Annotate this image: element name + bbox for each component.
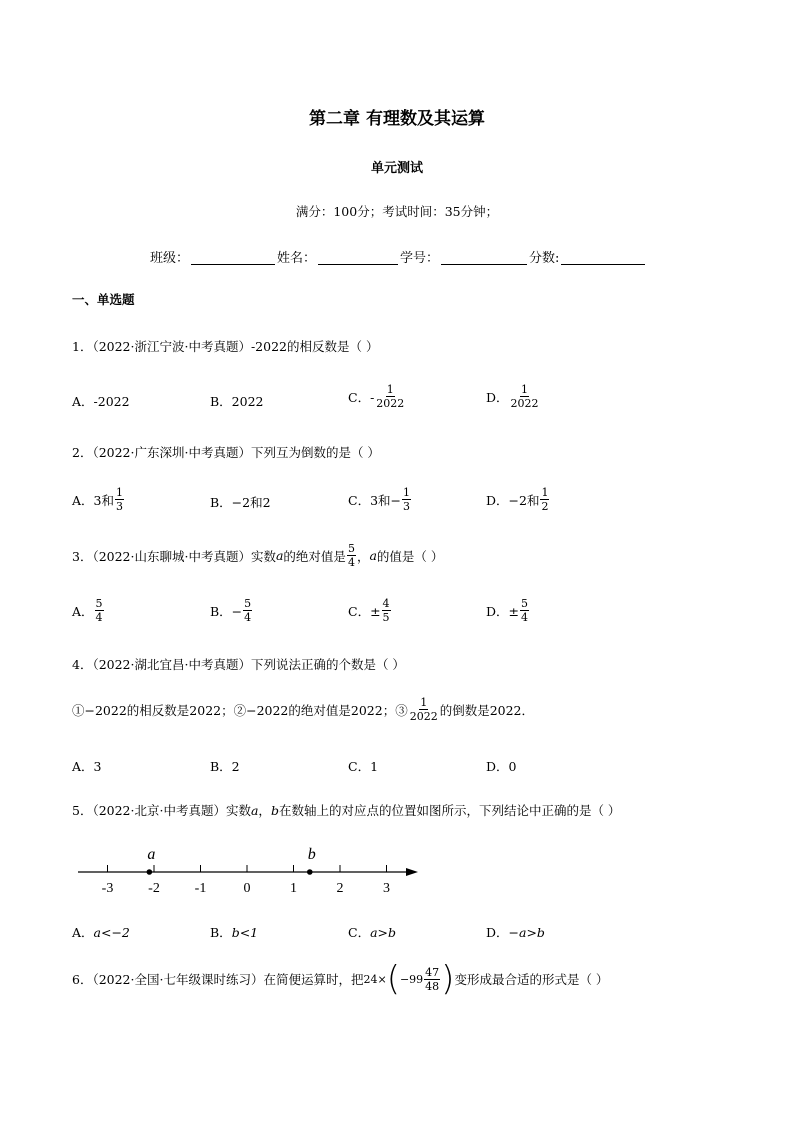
q3-d-prefix: D．± <box>486 603 519 619</box>
q3-b-prefix: B．− <box>210 603 243 619</box>
q5-d-expr: −a>b <box>508 924 545 940</box>
tick-label: -1 <box>194 881 207 896</box>
question-3-stem <box>72 542 443 569</box>
fraction-numerator: 1 <box>403 486 410 499</box>
point-a-label: a <box>147 846 156 863</box>
q5-c-expr: a>b <box>370 924 397 940</box>
fraction-denominator: 2022 <box>409 710 438 723</box>
number-line-diagram <box>70 838 430 900</box>
q2-c-prefix: C．3和− <box>348 492 401 508</box>
q3-var-a: a <box>275 548 284 563</box>
fraction-numerator: 4 <box>382 597 390 610</box>
q5-option-d[interactable] <box>486 923 545 941</box>
q3-stem-pre: 3．（2022·山东聊城·中考真题）实数 <box>72 548 276 564</box>
q2-a-fraction <box>115 486 124 513</box>
q4-option-b[interactable]: B．2 <box>210 759 240 774</box>
q4-line-fraction <box>409 696 439 723</box>
score-blank[interactable] <box>561 250 645 265</box>
fraction-numerator: 1 <box>420 696 428 709</box>
q6-expr-pre: 24× <box>363 972 387 986</box>
q3-stem-mid: 的绝对值是 <box>283 548 346 564</box>
q2-option-d[interactable] <box>486 486 550 513</box>
q4-option-a[interactable]: A．3 <box>72 759 102 774</box>
q3-option-c[interactable] <box>348 597 392 624</box>
q2-option-a[interactable] <box>72 486 125 513</box>
q5-a-prefix: A． <box>72 925 94 940</box>
fraction-denominator: 4 <box>95 611 103 624</box>
q1-d-fraction <box>510 383 540 410</box>
q4-line-post: 的倒数是2022． <box>439 702 535 718</box>
tick-label: 3 <box>383 881 390 896</box>
q2-a-prefix: A．3和 <box>72 492 114 508</box>
q1-c-fraction <box>375 383 405 410</box>
tick-label: -2 <box>148 881 160 896</box>
q3-a-fraction <box>95 597 104 624</box>
q5-option-c[interactable] <box>348 923 396 941</box>
q1-option-a[interactable]: A．-2022 <box>72 394 130 409</box>
fraction-denominator: 2 <box>541 500 549 513</box>
q3-a-prefix: A． <box>72 603 94 619</box>
q2-d-prefix: D．−2和 <box>486 492 540 508</box>
q4-option-c[interactable]: C．1 <box>348 759 379 774</box>
fraction-denominator: 5 <box>382 611 390 624</box>
q3-option-b[interactable] <box>210 597 253 624</box>
q1-option-c[interactable] <box>348 383 406 410</box>
tick-label: 2 <box>336 881 344 896</box>
point-a-dot <box>147 869 153 875</box>
q2-c-fraction <box>402 486 411 513</box>
fraction-numerator: 5 <box>244 597 252 610</box>
right-paren-icon: ) <box>441 959 455 999</box>
q3-var-a2: a <box>369 548 377 563</box>
score-label: 分数: <box>529 251 560 266</box>
q2-option-c[interactable] <box>348 486 412 513</box>
question-4-stem: 4．（2022·湖北宜昌·中考真题）下列说法正确的个数是（ ） <box>72 657 405 672</box>
q3-stem-post: 的值是（ ） <box>376 548 444 564</box>
question-1-stem: 1．（2022·浙江宁波·中考真题）-2022的相反数是（ ） <box>72 339 379 354</box>
question-5-stem <box>72 801 620 819</box>
q2-d-fraction <box>540 486 549 513</box>
q5-stem-post: 在数轴上的对应点的位置如图所示，下列结论中正确的是（ ） <box>278 803 621 818</box>
q5-var-a: a <box>250 803 259 818</box>
q5-sep: ， <box>258 803 271 818</box>
q5-d-prefix: D． <box>486 925 509 940</box>
q3-d-fraction <box>520 597 529 624</box>
fraction-denominator: 4 <box>347 556 355 569</box>
q5-var-b: b <box>270 803 279 818</box>
q3-stem-comma: ， <box>356 548 370 564</box>
exam-info: 满分：100分；考试时间：35分钟； <box>295 204 499 219</box>
q6-stem-pre: 6．（2022·全国·七年级课时练习）在简便运算时，把 <box>72 972 364 987</box>
q3-option-d[interactable] <box>486 597 530 624</box>
q1-option-d[interactable] <box>486 383 541 410</box>
q3-b-fraction <box>243 597 252 624</box>
q5-b-expr: b<1 <box>231 924 259 940</box>
name-label: 姓名： <box>277 251 317 266</box>
fraction-denominator: 2022 <box>510 397 539 410</box>
q4-line-pre: ①−2022的相反数是2022；②−2022的绝对值是2022；③ <box>72 702 408 718</box>
q2-option-b[interactable]: B．−2和2 <box>210 495 271 510</box>
left-paren-icon: ( <box>386 959 400 999</box>
q3-option-a[interactable] <box>72 597 105 624</box>
fraction-denominator: 48 <box>425 979 440 993</box>
name-blank[interactable] <box>318 250 398 265</box>
id-label: 学号： <box>400 251 440 266</box>
tick-label: 0 <box>243 881 251 896</box>
q5-stem-pre: 5．（2022·北京·中考真题）实数 <box>72 803 251 818</box>
q5-option-b[interactable] <box>210 923 258 941</box>
fraction-denominator: 4 <box>244 611 252 624</box>
q6-stem-post: 变形成最合适的形式是（ ） <box>454 972 609 987</box>
fraction-numerator: 5 <box>347 542 355 555</box>
point-b-dot <box>307 869 313 875</box>
q4-statement-line <box>72 696 534 723</box>
point-b-label: b <box>307 846 316 863</box>
fraction-numerator: 1 <box>386 383 394 396</box>
q1-d-prefix: D． <box>486 389 509 405</box>
id-blank[interactable] <box>441 250 527 265</box>
fraction-denominator: 4 <box>521 611 528 624</box>
tick-label: -3 <box>101 881 114 896</box>
fraction-numerator: 47 <box>425 965 440 979</box>
fraction-numerator: 5 <box>521 597 528 610</box>
fraction-denominator: 3 <box>115 500 123 513</box>
question-2-stem: 2．（2022·广东深圳·中考真题）下列互为倒数的是（ ） <box>72 445 380 460</box>
section-heading: 一、单选题 <box>72 292 135 307</box>
fraction-numerator: 1 <box>115 486 123 499</box>
student-fields <box>150 247 647 266</box>
fraction-denominator: 2022 <box>376 397 405 410</box>
q5-c-prefix: C． <box>348 925 371 940</box>
q5-a-expr: a<−2 <box>93 924 130 940</box>
class-blank[interactable] <box>191 250 275 265</box>
q3-c-prefix: C．± <box>348 603 381 619</box>
fraction-numerator: 1 <box>521 383 529 396</box>
question-6-stem <box>72 959 609 999</box>
q1-c-prefix: C．- <box>348 389 375 405</box>
q4-option-d[interactable]: D．0 <box>486 759 517 774</box>
fraction-numerator: 1 <box>541 486 549 499</box>
q3-c-fraction <box>382 597 391 624</box>
q6-expr-fraction <box>424 966 440 993</box>
q1-option-b[interactable]: B．2022 <box>210 394 264 409</box>
page-title: 第二章 有理数及其运算 <box>309 109 485 129</box>
q3-stem-fraction <box>347 542 356 569</box>
fraction-numerator: 5 <box>95 597 103 610</box>
fraction-denominator: 3 <box>403 500 410 513</box>
q5-b-prefix: B． <box>210 925 232 940</box>
page-subtitle: 单元测试 <box>370 161 423 176</box>
q5-option-a[interactable] <box>72 923 130 941</box>
q6-expr-whole: −99 <box>399 972 424 986</box>
class-label: 班级： <box>150 251 190 266</box>
tick-label: 1 <box>290 881 297 896</box>
number-line-arrow <box>406 868 418 876</box>
